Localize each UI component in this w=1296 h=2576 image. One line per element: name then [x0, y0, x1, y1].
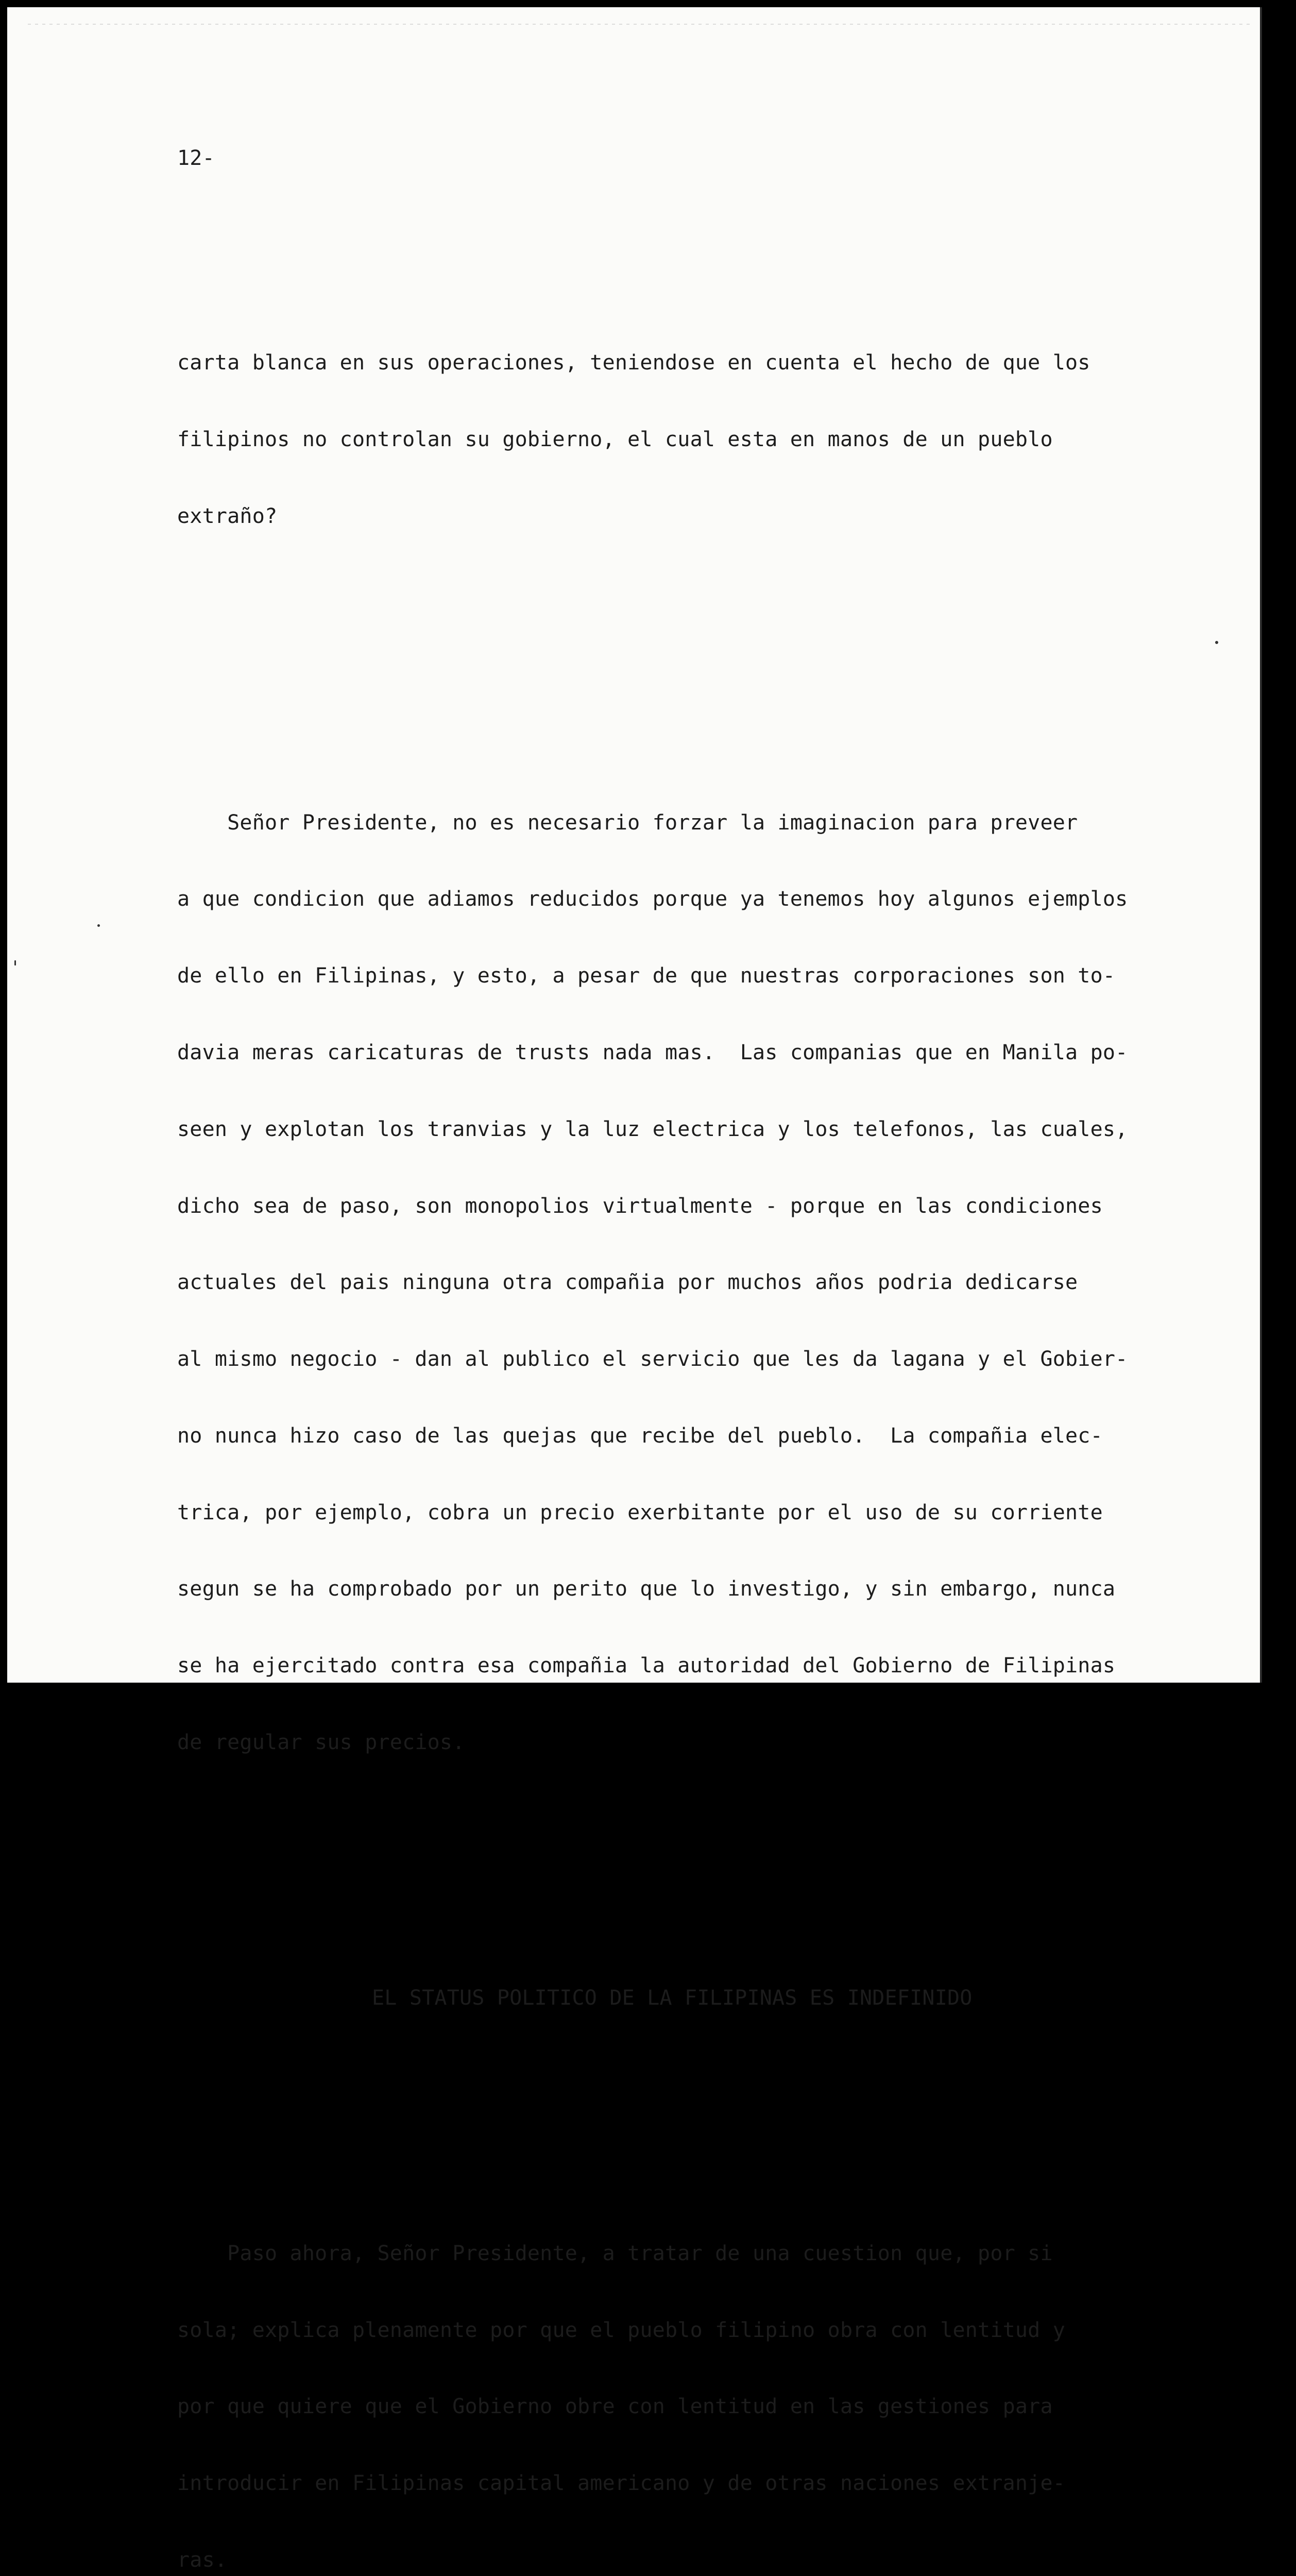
paragraph-2: [177, 759, 1197, 1806]
text-line: se ha ejercitado contra esa compañia la autoridad del Gobierno de Filipinas: [177, 1654, 1116, 1678]
scan-artifact-top: [28, 24, 1254, 25]
text-line: a que condicion que adiamos reducidos porque ya tenemos hoy algunos ejemplos: [177, 887, 1128, 911]
typewritten-text: [177, 95, 1197, 2576]
text-line: sola; explica plenamente por que el pueblo filipino obra con lentitud y: [177, 2318, 1066, 2342]
text-line: seen y explotan los tranvias y la luz electrica y los telefonos, las cuales,: [177, 1117, 1128, 1141]
text-line: Paso ahora, Señor Presidente, a tratar de una cuestion que, por si: [177, 2241, 1053, 2265]
document-page: [7, 7, 1262, 2572]
text-line: de ello en Filipinas, y esto, a pesar de que nuestras corporaciones son to-: [177, 964, 1116, 988]
text-line: de regular sus precios.: [177, 1731, 465, 1754]
text-line: dicho sea de paso, son monopolios virtualmente - porque en las condiciones: [177, 1194, 1103, 1218]
text-line: por que quiere que el Gobierno obre con lentitud en las gestiones para: [177, 2395, 1053, 2419]
text-line: introducir en Filipinas capital americano y de otras naciones extranje-: [177, 2471, 1066, 2496]
text-line: carta blanca en sus operaciones, teniendose en cuenta el hecho de que los: [177, 350, 1090, 375]
text-line: segun se ha comprobado por un perito que lo investigo, y sin embargo, nunca: [177, 1577, 1116, 1601]
paragraph-3: [177, 2190, 1197, 2576]
page-number: 12-: [177, 146, 215, 171]
text-line: actuales del pais ninguna otra compañia por muchos años podria dedicarse: [177, 1270, 1078, 1295]
text-line: al mismo negocio - dan al publico el servicio que les da lagana y el Gobier-: [177, 1347, 1128, 1371]
scan-speck: [1215, 641, 1218, 644]
text-line: trica, por ejemplo, cobra un precio exerbitante por el uso de su corriente: [177, 1500, 1103, 1524]
text-line: davia meras caricaturas de trusts nada mas. Las companias que en Manila po-: [177, 1040, 1128, 1064]
text-line: ras.: [177, 2548, 228, 2572]
scan-speck: [97, 924, 100, 927]
scan-speck: [14, 960, 16, 965]
text-line: no nunca hizo caso de las quejas que recibe del pueblo. La compañia elec-: [177, 1423, 1103, 1448]
section-heading: EL STATUS POLITICO DE LA FILIPINAS ES INDEFINIDO: [372, 1986, 973, 2010]
paragraph-1: [177, 299, 1197, 581]
text-line: extraño?: [177, 504, 278, 528]
text-line: Señor Presidente, no es necesario forzar la imaginacion para preveer: [177, 810, 1078, 835]
text-line: filipinos no controlan su gobierno, el cual esta en manos de un pueblo: [177, 427, 1053, 451]
